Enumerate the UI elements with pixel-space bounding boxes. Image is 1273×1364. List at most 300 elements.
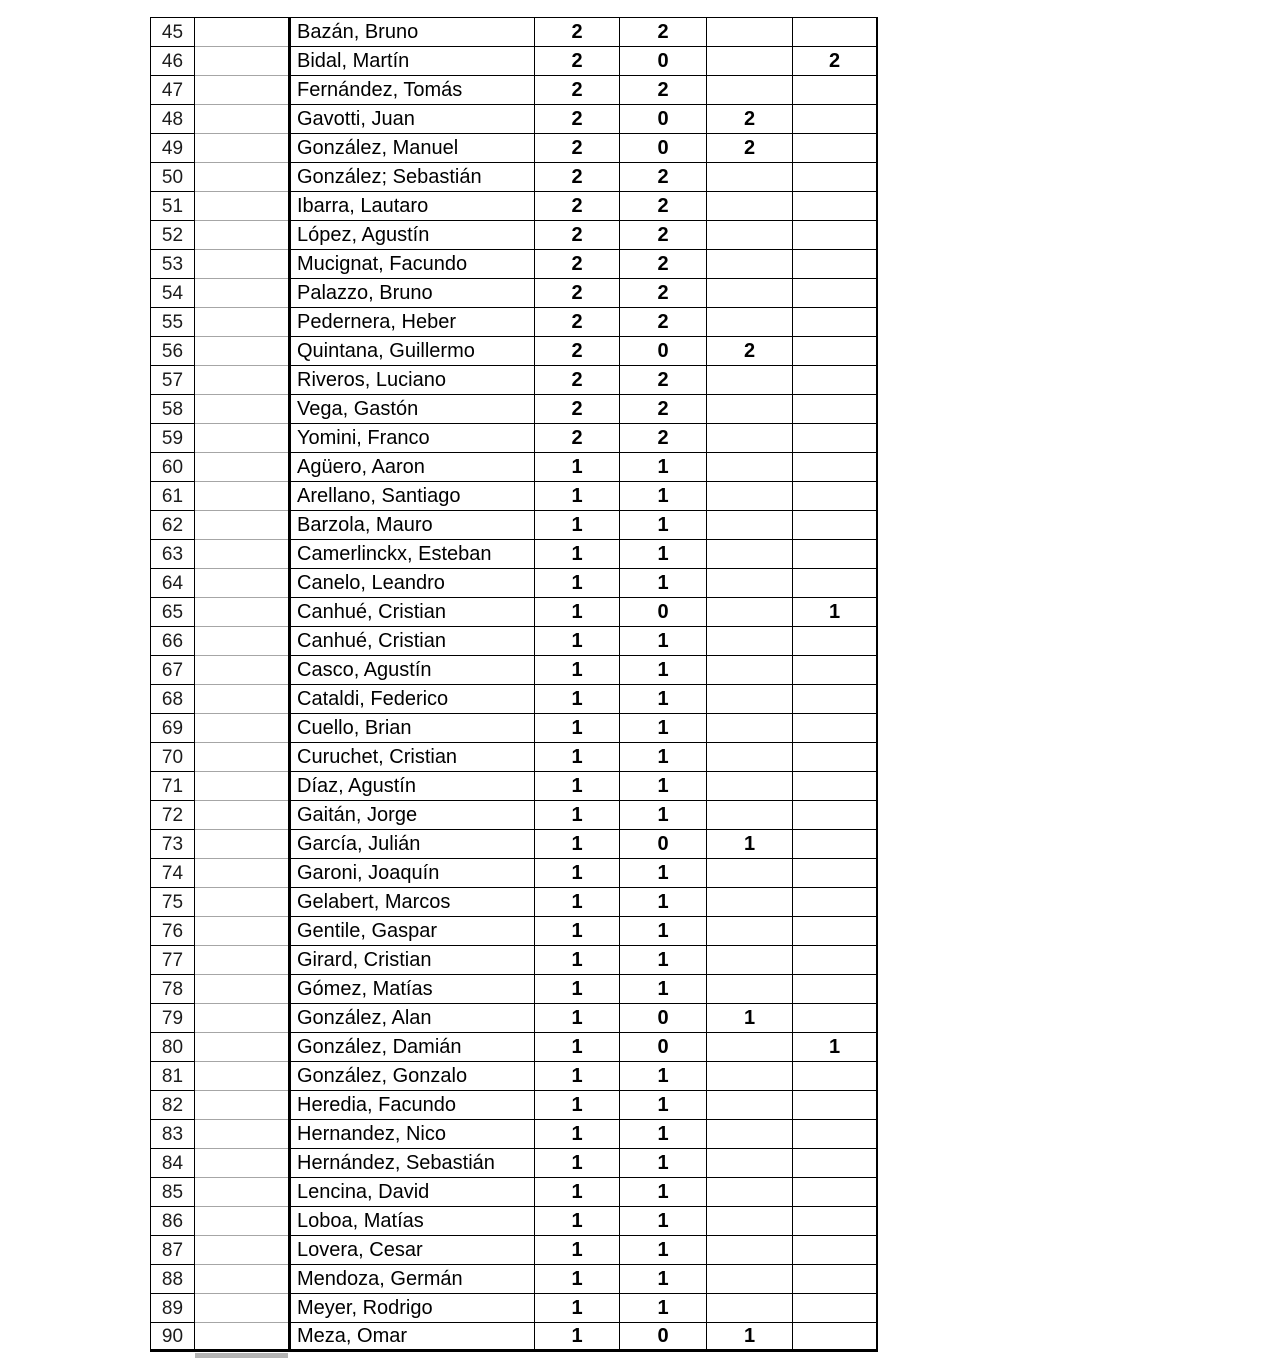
blank-cell	[195, 540, 288, 569]
score-cell-2: 0	[620, 337, 707, 366]
score-cell-2: 1	[620, 627, 707, 656]
name-cell: Meza, Omar	[288, 1323, 535, 1352]
score-cell-4	[793, 1207, 878, 1236]
name-cell: González, Alan	[288, 1004, 535, 1033]
score-cell-2: 1	[620, 656, 707, 685]
score-cell-4	[793, 917, 878, 946]
score-cell-1: 1	[535, 859, 620, 888]
blank-cell	[195, 946, 288, 975]
score-cell-2: 1	[620, 917, 707, 946]
score-cell-4	[793, 859, 878, 888]
table-row	[150, 163, 878, 192]
row-number-cell: 48	[150, 105, 195, 134]
table-row	[150, 859, 878, 888]
score-cell-1: 1	[535, 627, 620, 656]
score-cell-2: 1	[620, 1091, 707, 1120]
score-cell-4	[793, 105, 878, 134]
score-cell-2: 1	[620, 801, 707, 830]
score-cell-4	[793, 1149, 878, 1178]
score-cell-3	[707, 946, 793, 975]
table-row	[150, 337, 878, 366]
score-cell-1: 1	[535, 1120, 620, 1149]
row-number-cell: 64	[150, 569, 195, 598]
next-row-gridline-stub	[195, 1353, 288, 1358]
row-number-cell: 62	[150, 511, 195, 540]
score-cell-2: 0	[620, 134, 707, 163]
score-cell-3	[707, 18, 793, 47]
score-cell-4	[793, 1091, 878, 1120]
score-cell-1: 1	[535, 511, 620, 540]
score-cell-2: 1	[620, 685, 707, 714]
score-cell-1: 1	[535, 569, 620, 598]
name-cell: Riveros, Luciano	[288, 366, 535, 395]
score-cell-4	[793, 743, 878, 772]
name-cell: Lovera, Cesar	[288, 1236, 535, 1265]
table-row	[150, 888, 878, 917]
score-cell-4	[793, 424, 878, 453]
table-row	[150, 134, 878, 163]
score-cell-4	[793, 221, 878, 250]
score-cell-1: 1	[535, 714, 620, 743]
score-cell-1: 2	[535, 18, 620, 47]
table-row	[150, 830, 878, 859]
table-row	[150, 1033, 878, 1062]
name-cell: Mendoza, Germán	[288, 1265, 535, 1294]
score-cell-3: 1	[707, 830, 793, 859]
score-cell-4	[793, 714, 878, 743]
table-row	[150, 714, 878, 743]
score-cell-4	[793, 772, 878, 801]
score-cell-2: 2	[620, 192, 707, 221]
name-cell: Hernandez, Nico	[288, 1120, 535, 1149]
score-cell-4	[793, 18, 878, 47]
blank-cell	[195, 482, 288, 511]
score-cell-2: 2	[620, 308, 707, 337]
row-number-cell: 88	[150, 1265, 195, 1294]
name-cell: González, Damián	[288, 1033, 535, 1062]
score-cell-3	[707, 366, 793, 395]
score-cell-3	[707, 424, 793, 453]
score-cell-3	[707, 221, 793, 250]
name-cell: Yomini, Franco	[288, 424, 535, 453]
score-cell-1: 1	[535, 540, 620, 569]
row-number-cell: 81	[150, 1062, 195, 1091]
blank-cell	[195, 18, 288, 47]
table-row	[150, 772, 878, 801]
blank-cell	[195, 743, 288, 772]
name-cell: Quintana, Guillermo	[288, 337, 535, 366]
score-cell-3	[707, 917, 793, 946]
score-cell-1: 2	[535, 47, 620, 76]
blank-cell	[195, 1091, 288, 1120]
table-row	[150, 975, 878, 1004]
table-row	[150, 1091, 878, 1120]
name-cell: Meyer, Rodrigo	[288, 1294, 535, 1323]
score-cell-3	[707, 308, 793, 337]
blank-cell	[195, 859, 288, 888]
score-cell-3	[707, 47, 793, 76]
blank-cell	[195, 250, 288, 279]
score-cell-2: 1	[620, 1236, 707, 1265]
name-cell: Fernández, Tomás	[288, 76, 535, 105]
score-cell-4	[793, 1178, 878, 1207]
score-cell-1: 2	[535, 308, 620, 337]
score-cell-2: 1	[620, 975, 707, 1004]
name-cell: Camerlinckx, Esteban	[288, 540, 535, 569]
score-cell-1: 1	[535, 1149, 620, 1178]
score-cell-4	[793, 1004, 878, 1033]
score-cell-2: 2	[620, 18, 707, 47]
score-cell-3	[707, 1149, 793, 1178]
table-row	[150, 511, 878, 540]
blank-cell	[195, 337, 288, 366]
row-number-cell: 49	[150, 134, 195, 163]
score-cell-2: 1	[620, 569, 707, 598]
roster-table	[150, 17, 878, 1352]
row-number-cell: 68	[150, 685, 195, 714]
name-cell: Canhué, Cristian	[288, 627, 535, 656]
score-cell-4	[793, 134, 878, 163]
score-cell-4: 1	[793, 1033, 878, 1062]
score-cell-1: 2	[535, 221, 620, 250]
name-cell: Casco, Agustín	[288, 656, 535, 685]
blank-cell	[195, 1294, 288, 1323]
table-row	[150, 1207, 878, 1236]
name-cell: González, Manuel	[288, 134, 535, 163]
row-number-cell: 47	[150, 76, 195, 105]
name-cell: López, Agustín	[288, 221, 535, 250]
score-cell-1: 1	[535, 453, 620, 482]
table-row	[150, 946, 878, 975]
score-cell-2: 1	[620, 743, 707, 772]
table-row	[150, 279, 878, 308]
table-row	[150, 1120, 878, 1149]
table-row	[150, 18, 878, 47]
row-number-cell: 70	[150, 743, 195, 772]
score-cell-3	[707, 627, 793, 656]
score-cell-3	[707, 743, 793, 772]
table-row	[150, 308, 878, 337]
score-cell-4	[793, 656, 878, 685]
score-cell-4	[793, 975, 878, 1004]
name-cell: Heredia, Facundo	[288, 1091, 535, 1120]
score-cell-1: 1	[535, 1091, 620, 1120]
score-cell-3	[707, 598, 793, 627]
blank-cell	[195, 1323, 288, 1352]
score-cell-1: 2	[535, 337, 620, 366]
score-cell-2: 0	[620, 1033, 707, 1062]
score-cell-1: 1	[535, 830, 620, 859]
score-cell-3	[707, 975, 793, 1004]
score-cell-1: 2	[535, 76, 620, 105]
score-cell-3	[707, 569, 793, 598]
score-cell-1: 2	[535, 192, 620, 221]
table-row	[150, 1004, 878, 1033]
blank-cell	[195, 511, 288, 540]
score-cell-4	[793, 946, 878, 975]
score-cell-3	[707, 1091, 793, 1120]
table-row	[150, 105, 878, 134]
blank-cell	[195, 192, 288, 221]
table-row	[150, 1236, 878, 1265]
score-cell-4	[793, 1265, 878, 1294]
score-cell-4	[793, 192, 878, 221]
score-cell-4	[793, 279, 878, 308]
table-row	[150, 482, 878, 511]
row-number-cell: 66	[150, 627, 195, 656]
table-row	[150, 917, 878, 946]
table-row	[150, 366, 878, 395]
score-cell-2: 1	[620, 1178, 707, 1207]
name-cell: Garoni, Joaquín	[288, 859, 535, 888]
score-cell-3	[707, 1033, 793, 1062]
row-number-cell: 71	[150, 772, 195, 801]
score-cell-3	[707, 1120, 793, 1149]
score-cell-4	[793, 1294, 878, 1323]
name-cell: Barzola, Mauro	[288, 511, 535, 540]
row-number-cell: 76	[150, 917, 195, 946]
score-cell-1: 1	[535, 1323, 620, 1352]
blank-cell	[195, 1149, 288, 1178]
table-row	[150, 250, 878, 279]
blank-cell	[195, 47, 288, 76]
row-number-cell: 55	[150, 308, 195, 337]
score-cell-3	[707, 1062, 793, 1091]
score-cell-4	[793, 540, 878, 569]
score-cell-3	[707, 395, 793, 424]
table-row	[150, 540, 878, 569]
score-cell-1: 2	[535, 366, 620, 395]
score-cell-3	[707, 1207, 793, 1236]
score-cell-4	[793, 453, 878, 482]
score-cell-1: 1	[535, 801, 620, 830]
score-cell-2: 1	[620, 888, 707, 917]
score-cell-4	[793, 1323, 878, 1352]
score-cell-4	[793, 801, 878, 830]
blank-cell	[195, 1207, 288, 1236]
score-cell-3	[707, 163, 793, 192]
name-cell: Vega, Gastón	[288, 395, 535, 424]
score-cell-4	[793, 511, 878, 540]
score-cell-1: 2	[535, 163, 620, 192]
row-number-cell: 53	[150, 250, 195, 279]
row-number-cell: 89	[150, 1294, 195, 1323]
score-cell-2: 0	[620, 830, 707, 859]
score-cell-4	[793, 685, 878, 714]
score-cell-2: 1	[620, 511, 707, 540]
score-cell-2: 0	[620, 47, 707, 76]
blank-cell	[195, 424, 288, 453]
blank-cell	[195, 801, 288, 830]
score-cell-3	[707, 1294, 793, 1323]
score-cell-3	[707, 656, 793, 685]
blank-cell	[195, 627, 288, 656]
row-number-cell: 60	[150, 453, 195, 482]
row-number-cell: 75	[150, 888, 195, 917]
score-cell-1: 1	[535, 1207, 620, 1236]
row-number-cell: 77	[150, 946, 195, 975]
row-number-cell: 85	[150, 1178, 195, 1207]
name-cell: Canhué, Cristian	[288, 598, 535, 627]
row-number-cell: 63	[150, 540, 195, 569]
score-cell-2: 2	[620, 395, 707, 424]
name-cell: Pedernera, Heber	[288, 308, 535, 337]
row-number-cell: 46	[150, 47, 195, 76]
score-cell-3	[707, 801, 793, 830]
name-cell: Curuchet, Cristian	[288, 743, 535, 772]
blank-cell	[195, 569, 288, 598]
row-number-cell: 65	[150, 598, 195, 627]
row-number-cell: 74	[150, 859, 195, 888]
score-cell-1: 1	[535, 656, 620, 685]
score-cell-1: 1	[535, 1294, 620, 1323]
score-cell-3	[707, 453, 793, 482]
table-row	[150, 424, 878, 453]
score-cell-4	[793, 482, 878, 511]
name-cell: González, Gonzalo	[288, 1062, 535, 1091]
score-cell-1: 2	[535, 105, 620, 134]
score-cell-1: 2	[535, 424, 620, 453]
blank-cell	[195, 105, 288, 134]
blank-cell	[195, 685, 288, 714]
table-row	[150, 76, 878, 105]
score-cell-3: 1	[707, 1004, 793, 1033]
table-row	[150, 1294, 878, 1323]
table-row	[150, 221, 878, 250]
score-cell-2: 2	[620, 279, 707, 308]
name-cell: Arellano, Santiago	[288, 482, 535, 511]
score-cell-1: 1	[535, 917, 620, 946]
score-cell-3	[707, 250, 793, 279]
score-cell-3	[707, 540, 793, 569]
score-cell-2: 1	[620, 1207, 707, 1236]
score-cell-3	[707, 1265, 793, 1294]
score-cell-2: 2	[620, 76, 707, 105]
row-number-cell: 84	[150, 1149, 195, 1178]
score-cell-2: 0	[620, 1004, 707, 1033]
row-number-cell: 83	[150, 1120, 195, 1149]
name-cell: Cuello, Brian	[288, 714, 535, 743]
name-cell: Cataldi, Federico	[288, 685, 535, 714]
score-cell-1: 2	[535, 395, 620, 424]
name-cell: Girard, Cristian	[288, 946, 535, 975]
score-cell-2: 1	[620, 1149, 707, 1178]
table-row	[150, 598, 878, 627]
table-row	[150, 1178, 878, 1207]
blank-cell	[195, 1004, 288, 1033]
blank-cell	[195, 1062, 288, 1091]
score-cell-3	[707, 714, 793, 743]
row-number-cell: 72	[150, 801, 195, 830]
row-number-cell: 78	[150, 975, 195, 1004]
name-cell: Gavotti, Juan	[288, 105, 535, 134]
score-cell-3	[707, 192, 793, 221]
blank-cell	[195, 279, 288, 308]
score-cell-1: 2	[535, 134, 620, 163]
name-cell: Gaitán, Jorge	[288, 801, 535, 830]
score-cell-3: 2	[707, 337, 793, 366]
blank-cell	[195, 221, 288, 250]
name-cell: Ibarra, Lautaro	[288, 192, 535, 221]
score-cell-3	[707, 279, 793, 308]
score-cell-1: 1	[535, 946, 620, 975]
row-number-cell: 86	[150, 1207, 195, 1236]
blank-cell	[195, 453, 288, 482]
row-number-cell: 59	[150, 424, 195, 453]
score-cell-2: 1	[620, 482, 707, 511]
score-cell-4	[793, 569, 878, 598]
score-cell-2: 1	[620, 1294, 707, 1323]
score-cell-4	[793, 76, 878, 105]
score-cell-1: 2	[535, 250, 620, 279]
name-cell: Loboa, Matías	[288, 1207, 535, 1236]
row-number-cell: 45	[150, 18, 195, 47]
score-cell-4	[793, 250, 878, 279]
score-cell-2: 1	[620, 1265, 707, 1294]
score-cell-2: 1	[620, 453, 707, 482]
score-cell-4	[793, 366, 878, 395]
row-number-cell: 57	[150, 366, 195, 395]
row-number-cell: 54	[150, 279, 195, 308]
blank-cell	[195, 76, 288, 105]
blank-cell	[195, 1236, 288, 1265]
score-cell-1: 1	[535, 1004, 620, 1033]
blank-cell	[195, 714, 288, 743]
table-row	[150, 743, 878, 772]
name-cell: Hernández, Sebastián	[288, 1149, 535, 1178]
table-row	[150, 801, 878, 830]
score-cell-3: 2	[707, 105, 793, 134]
blank-cell	[195, 888, 288, 917]
score-cell-2: 1	[620, 1120, 707, 1149]
name-cell: García, Julián	[288, 830, 535, 859]
score-cell-1: 2	[535, 279, 620, 308]
table-row	[150, 1062, 878, 1091]
row-number-cell: 87	[150, 1236, 195, 1265]
score-cell-2: 2	[620, 163, 707, 192]
table-row	[150, 1265, 878, 1294]
score-cell-1: 1	[535, 1033, 620, 1062]
row-number-cell: 67	[150, 656, 195, 685]
score-cell-1: 1	[535, 743, 620, 772]
score-cell-3	[707, 511, 793, 540]
score-cell-4	[793, 1120, 878, 1149]
name-cell: Gómez, Matías	[288, 975, 535, 1004]
table-row	[150, 453, 878, 482]
row-number-cell: 52	[150, 221, 195, 250]
score-cell-2: 2	[620, 250, 707, 279]
name-cell: Mucignat, Facundo	[288, 250, 535, 279]
score-cell-4: 1	[793, 598, 878, 627]
blank-cell	[195, 366, 288, 395]
row-number-cell: 61	[150, 482, 195, 511]
score-cell-3	[707, 76, 793, 105]
table-row	[150, 685, 878, 714]
name-cell: Bazán, Bruno	[288, 18, 535, 47]
name-cell: Bidal, Martín	[288, 47, 535, 76]
blank-cell	[195, 917, 288, 946]
score-cell-2: 1	[620, 946, 707, 975]
score-cell-4	[793, 308, 878, 337]
score-cell-2: 0	[620, 1323, 707, 1352]
score-cell-3	[707, 685, 793, 714]
score-cell-2: 0	[620, 105, 707, 134]
score-cell-4: 2	[793, 47, 878, 76]
name-cell: Palazzo, Bruno	[288, 279, 535, 308]
row-number-cell: 80	[150, 1033, 195, 1062]
score-cell-3	[707, 1178, 793, 1207]
score-cell-2: 2	[620, 424, 707, 453]
